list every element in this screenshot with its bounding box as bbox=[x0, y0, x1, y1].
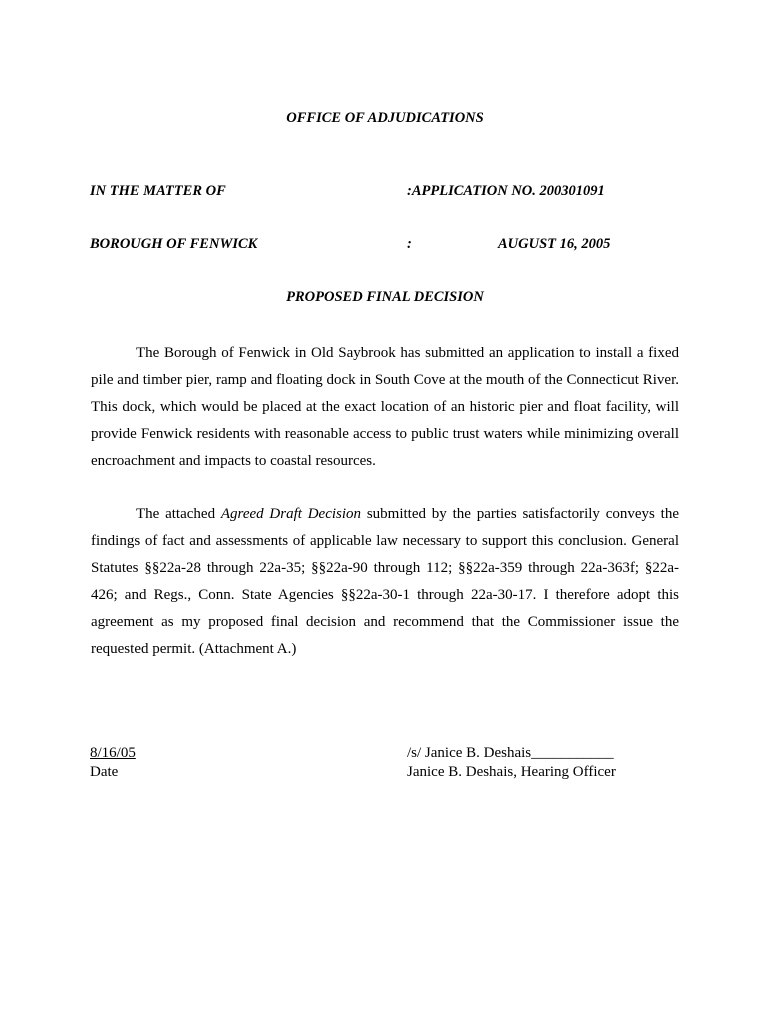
office-title: OFFICE OF ADJUDICATIONS bbox=[286, 110, 484, 126]
decision-date: AUGUST 16, 2005 bbox=[498, 236, 611, 252]
signature-block bbox=[407, 744, 616, 782]
matter-label: IN THE MATTER OF bbox=[90, 183, 226, 199]
signature-date-label: Date bbox=[90, 764, 119, 780]
application-number: :APPLICATION NO. 200301091 bbox=[407, 183, 605, 199]
signature-date-block bbox=[90, 744, 136, 782]
paragraph-application: The Borough of Fenwick in Old Saybrook has submitted an application to install a fixed pile and timber pier, ramp and floating dock in South Cove at the mouth of the Connecticut River. This dock, which would be placed at the exact location of an historic pier and float facility, will provide Fenwick residents with reasonable access to public trust waters while minimizing overall encroachment and impacts to coastal resources. bbox=[91, 345, 679, 469]
decision-title: PROPOSED FINAL DECISION bbox=[286, 289, 484, 305]
signature-date-value: 8/16/05 bbox=[90, 745, 136, 761]
paragraph-decision bbox=[91, 501, 679, 663]
hearing-officer-name: Janice B. Deshais, Hearing Officer bbox=[407, 764, 616, 780]
agreed-draft-decision-title: Agreed Draft Decision bbox=[220, 506, 362, 522]
caption-colon: : bbox=[407, 236, 412, 252]
paragraph-decision-rest: submitted by the parties satisfactorily conveys the findings of fact and assessments of applicable law necessary to support this conclusion. General Statutes §§22a-28 through 22a-35; §§22a-90 through 112; §§22a-359 through 22a-363f; §22a-426; and Regs., Conn. State Agencies §§22a-30-1 through 22a-30-17. I therefore adopt this agreement as my proposed final decision and recommend that the Commissioner issue the requested permit. (Attachment A.) bbox=[91, 506, 679, 657]
paragraph-decision-intro: The attached bbox=[136, 506, 221, 522]
signature-line: /s/ Janice B. Deshais___________ bbox=[407, 745, 614, 761]
party-name: BOROUGH OF FENWICK bbox=[90, 236, 258, 252]
